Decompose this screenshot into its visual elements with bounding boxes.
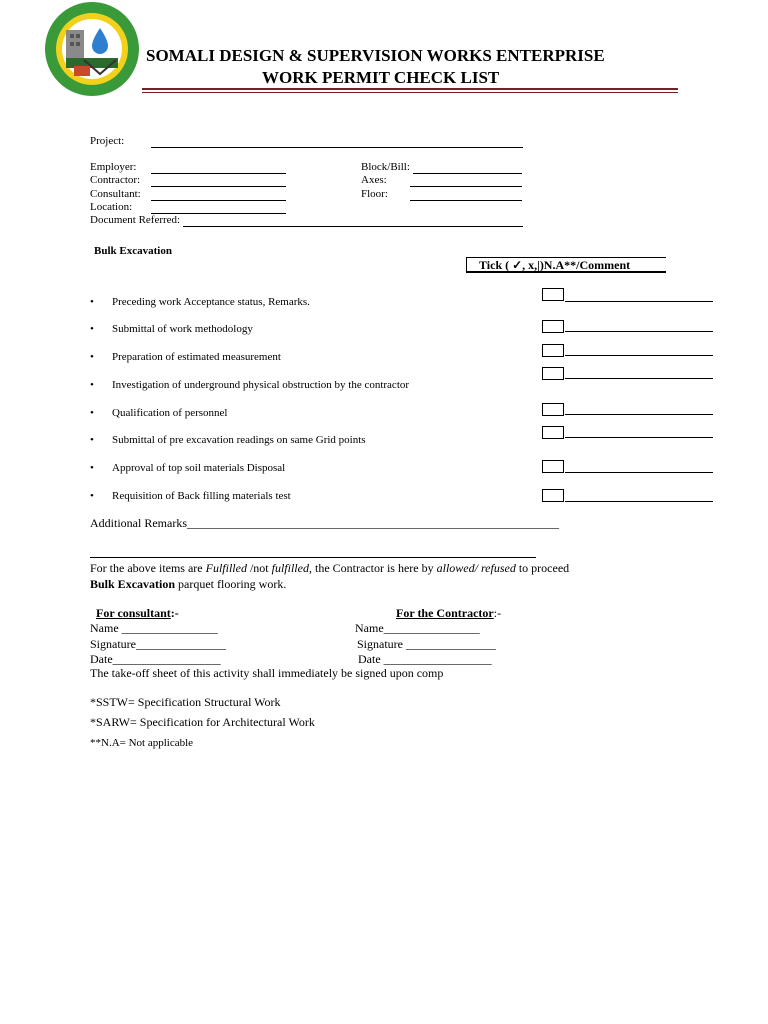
remarks-second-line[interactable] [90,557,536,558]
tick-box[interactable] [542,426,564,439]
document-referred-label: Document Referred: [90,214,181,226]
consultant-field[interactable] [151,200,286,201]
contractor-field[interactable] [151,186,286,187]
consultant-label: Consultant: [90,188,141,200]
tick-box[interactable] [542,344,564,357]
tick-column-header: Tick ( ✓, x,|)N.A**/Comment [466,257,666,272]
contractor-name[interactable]: Name________________ [355,621,480,635]
axes-label: Axes: [361,174,387,186]
comment-line[interactable] [565,414,713,415]
contractor-label: Contractor: [90,174,141,186]
comment-line[interactable] [565,301,713,302]
tick-box[interactable] [542,320,564,333]
tick-box[interactable] [542,403,564,416]
tick-box[interactable] [542,288,564,301]
contractor-heading: For the Contractor:- [396,606,502,620]
note-na: **N.A= Not applicable [90,737,194,749]
consultant-signature[interactable]: Signature_______________ [90,637,226,651]
fulfillment-statement: For the above items are Fulfilled /not fulfilled, the Contractor is here by allowed/ refused to proceed [90,561,570,575]
block-bill-label: Block/Bill: [361,161,410,173]
contractor-date[interactable]: Date __________________ [358,652,492,666]
comment-line[interactable] [565,501,713,502]
comment-line[interactable] [565,437,713,438]
checklist-item: • Approval of top soil materials Disposal [90,462,286,474]
note-sstw: *SSTW= Specification Structural Work [90,695,281,709]
work-statement: Bulk Excavation parquet flooring work. [90,577,287,591]
employer-field[interactable] [151,173,286,174]
contractor-signature[interactable]: Signature _______________ [357,637,496,651]
checklist-item: • Submittal of work methodology [90,323,253,335]
checklist-item: • Submittal of pre excavation readings on same Grid points [90,434,366,446]
comment-line[interactable] [565,331,713,332]
block-bill-field[interactable] [413,173,522,174]
floor-field[interactable] [410,200,522,201]
project-field[interactable] [151,147,523,148]
consultant-name[interactable]: Name ________________ [90,621,218,635]
header-rule-thin [142,92,678,93]
checklist-item: • Qualification of personnel [90,407,228,419]
header-rule [142,88,678,90]
organization-logo [40,0,144,98]
page-title: WORK PERMIT CHECK LIST [262,68,500,87]
floor-label: Floor: [361,188,388,200]
comment-line[interactable] [565,378,713,379]
checklist-item: • Requisition of Back filling materials test [90,490,291,502]
takeoff-note: The take-off sheet of this activity shall immediately be signed upon comp [90,666,444,680]
tick-box[interactable] [542,460,564,473]
checklist-item: • Investigation of underground physical obstruction by the contractor [90,379,410,391]
checklist-item: • Preparation of estimated measurement [90,351,281,363]
consultant-heading: For consultant:- [96,606,179,620]
consultant-date[interactable]: Date__________________ [90,652,221,666]
additional-remarks[interactable]: Additional Remarks______________________________________________________________ [90,516,559,530]
section-title: Bulk Excavation [94,245,172,257]
tick-header-underline [466,272,666,273]
organization-name: SOMALI DESIGN & SUPERVISION WORKS ENTERPRISE [146,46,605,65]
project-label: Project: [90,135,125,147]
comment-line[interactable] [565,472,713,473]
document-referred-field[interactable] [183,226,523,227]
axes-field[interactable] [410,186,522,187]
tick-box[interactable] [542,367,564,380]
tick-box[interactable] [542,489,564,502]
note-sarw: *SARW= Specification for Architectural Work [90,715,315,729]
location-label: Location: [90,201,133,213]
comment-line[interactable] [565,355,713,356]
employer-label: Employer: [90,161,137,173]
checklist-item: • Preceding work Acceptance status, Remarks. [90,296,310,308]
